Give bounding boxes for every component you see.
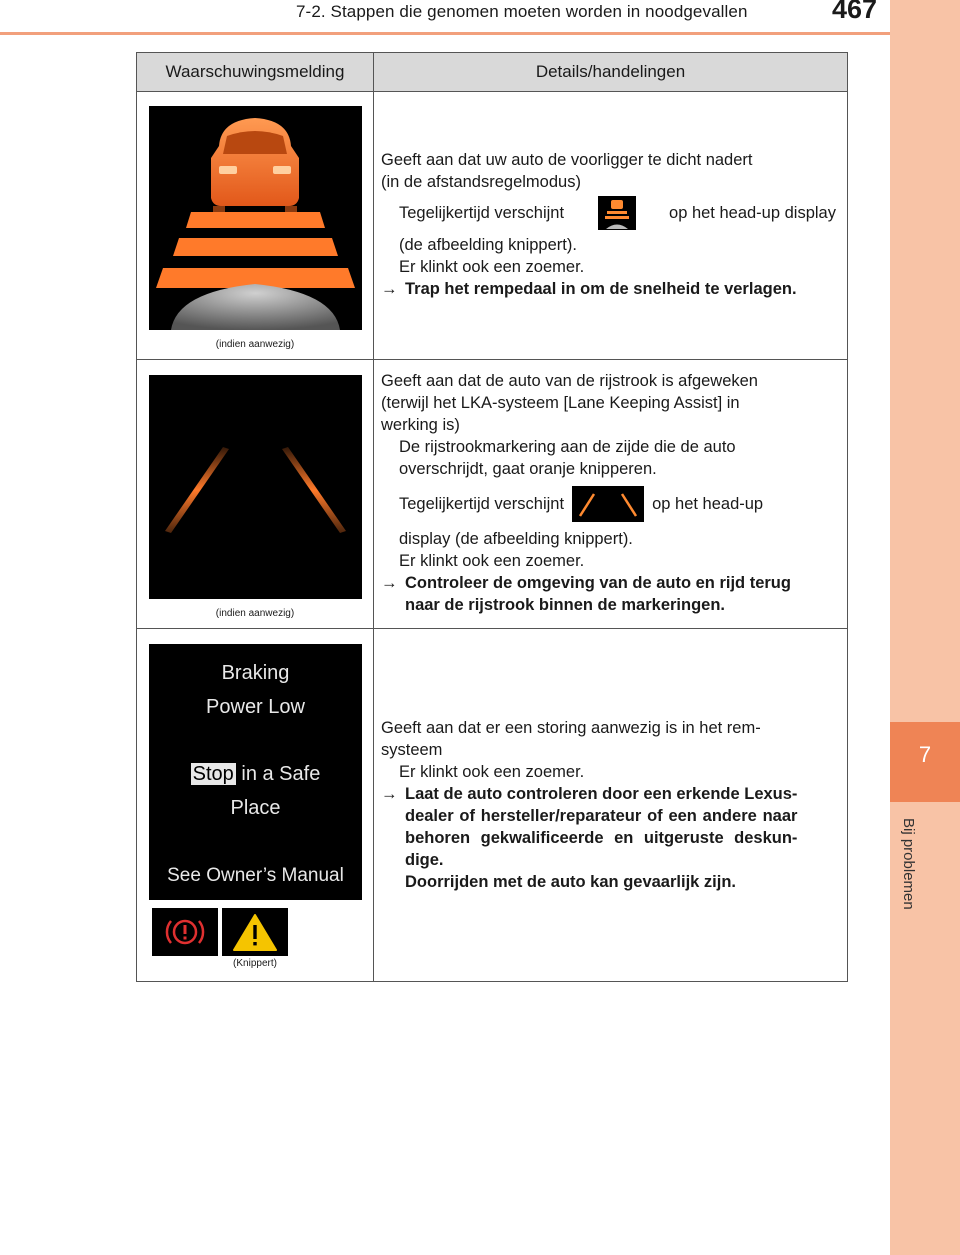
arrow-icon: → [381, 574, 398, 592]
warning-table [136, 52, 848, 982]
pre-collision-warning-image [149, 106, 362, 330]
chapter-label: Bij problemen [900, 818, 917, 910]
column-header-details: Details/handelingen [535, 62, 686, 81]
arrow-icon: → [381, 785, 398, 803]
page-number: 467 [832, 0, 878, 24]
description-text: (de afbeelding knippert). [399, 236, 577, 254]
lane-departure-image [149, 375, 362, 599]
action-instruction: → Controleer de omgeving van de auto en rijd terug naar de rijstrook binnen de markeringen. [381, 574, 791, 614]
header-title: 7-2. Stappen die genomen moeten worden in noodgevallen [296, 2, 748, 21]
description-text: Tegelijkertijd verschijnt op het head-up display [381, 196, 836, 230]
arrow-icon: → [381, 280, 398, 298]
hud-lane-departure-icon [572, 486, 644, 522]
screen-text-braking: Braking [221, 662, 290, 684]
chapter-number: 7 [918, 742, 932, 767]
description-text: (in de afstandsregelmodus) [381, 173, 581, 191]
image-caption: (Knippert) [233, 958, 277, 969]
description-text: Geeft aan dat er een storing aanwezig is in het rem- [381, 719, 761, 737]
description-text: Geeft aan dat uw auto de voorligger te dicht nadert [381, 151, 753, 169]
brake-warning-screen [149, 644, 362, 900]
description-text: De rijstrookmarkering aan de zijde die de auto [399, 438, 736, 456]
screen-text-place: Place [230, 797, 281, 819]
screen-text-power-low: Power Low [206, 696, 305, 718]
description-text: overschrijdt, gaat oranje knipperen. [399, 460, 657, 478]
action-instruction: → Laat de auto controleren door een erkende Lexus- dealer of hersteller/reparateur of een andere naar behoren gekwalificeerde en uitgeruste deskun- dige. Doorrijden met de auto kan gevaarlijk zijn. [381, 785, 798, 891]
description-text: Geeft aan dat de auto van de rijstrook is afgeweken [381, 372, 758, 390]
action-instruction: → Trap het rempedaal in om de snelheid te verlagen. [381, 280, 797, 298]
header-rule [0, 32, 890, 35]
screen-text-stop: Stop [192, 763, 234, 785]
hud-distance-warning-icon [598, 196, 636, 230]
description-text: Er klinkt ook een zoemer. [399, 552, 585, 570]
description-text: display (de afbeelding knippert). [399, 530, 633, 548]
table-header [137, 53, 847, 92]
description-text: systeem [381, 741, 443, 759]
details-cell-2 [381, 370, 836, 616]
image-caption: (indien aanwezig) [215, 339, 295, 350]
column-header-message: Waarschuwingsmelding [165, 62, 345, 81]
description-text: Er klinkt ook een zoemer. [399, 258, 585, 276]
description-text: werking is) [381, 416, 460, 434]
row-divider [137, 359, 847, 360]
column-divider [373, 53, 374, 981]
description-text: Tegelijkertijd verschijnt op het head-up [381, 486, 836, 522]
screen-text-stop-line: Stop in a Safe [192, 763, 321, 785]
details-cell-3 [381, 717, 836, 893]
row-divider [137, 628, 847, 629]
side-tab [890, 0, 960, 1255]
details-cell-1 [381, 149, 836, 300]
description-text: (terwijl het LKA-systeem [Lane Keeping Assist] in [381, 394, 740, 412]
car-approach-illustration [149, 106, 362, 330]
brake-warning-icon [152, 908, 218, 956]
screen-text-manual: See Owner’s Manual [167, 865, 344, 886]
lane-markings-illustration [149, 375, 362, 599]
description-text: Er klinkt ook een zoemer. [399, 763, 585, 781]
image-caption: (indien aanwezig) [215, 608, 295, 619]
master-warning-icon [222, 908, 288, 956]
